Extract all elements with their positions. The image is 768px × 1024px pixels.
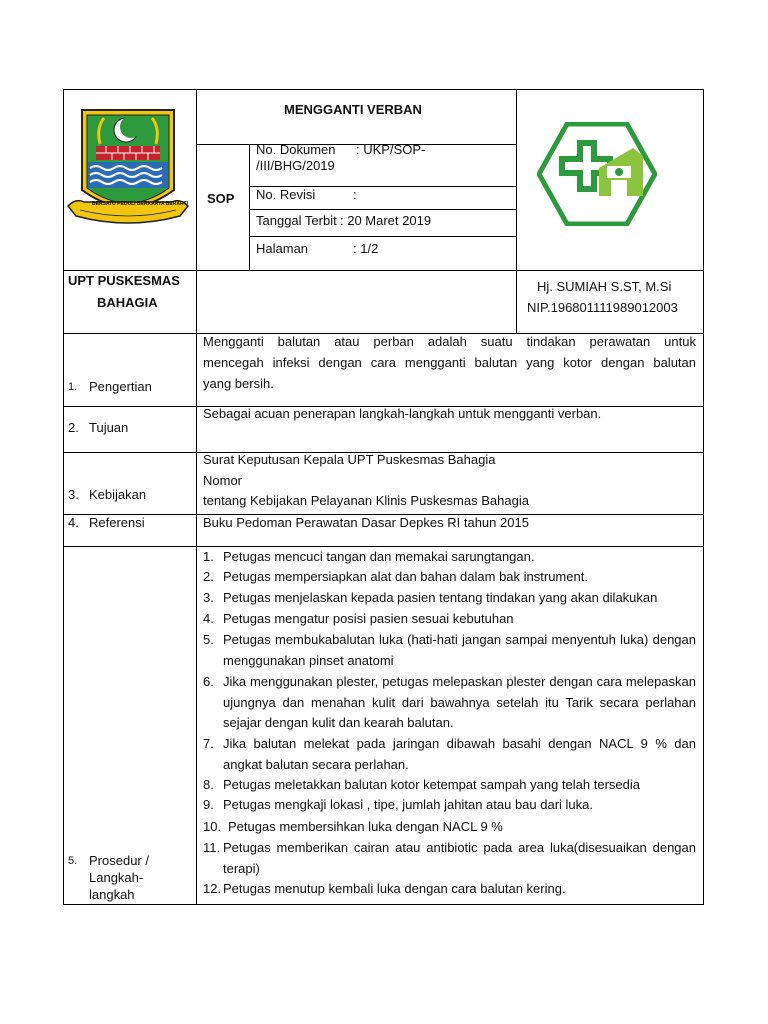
- procedure-step: [203, 567, 696, 588]
- step-number: 10.: [203, 819, 222, 834]
- sop-label: SOP: [207, 191, 235, 206]
- section-label-kebijakan: Kebijakan: [89, 487, 147, 502]
- step-text: Petugas membersihkan luka dengan NACL 9 %: [228, 819, 503, 834]
- tujuan-text: Sebagai acuan penerapan langkah-langkah untuk mengganti verban.: [203, 406, 602, 421]
- procedure-step: [203, 734, 696, 775]
- section-label-prosedur: langkah: [89, 887, 135, 902]
- pengertian-line: yang bersih.: [203, 376, 274, 391]
- section-label-prosedur: Prosedur /: [89, 853, 149, 868]
- section-number: 1.: [68, 381, 78, 393]
- procedure-step: [203, 817, 696, 838]
- step-text: Jika menggunakan plester, petugas melepaskan plester dengan cara melepaskan ujungnya dan menahan kulit dari bawahnya setelah itu Tarik secara perlahan sejajar dengan kulit dan kearah balutan.: [223, 674, 696, 731]
- crest-logo: [66, 106, 190, 228]
- step-number: 11.: [203, 840, 221, 855]
- step-number: 2.: [203, 569, 214, 584]
- section-label-tujuan: Tujuan: [89, 420, 129, 435]
- org-name-line2: BAHAGIA: [97, 295, 158, 310]
- terbit-value: : 20 Maret 2019: [340, 213, 432, 228]
- section-label-prosedur: Langkah-: [89, 870, 144, 885]
- step-text: Petugas memberikan cairan atau antibiotic pada area luka(disesuaikan dengan terapi): [223, 840, 696, 876]
- procedure-step: [203, 630, 696, 671]
- step-text: Petugas mempersiapkan alat dan bahan dalam bak instrument.: [223, 569, 588, 584]
- doc-no-label: No. Dokumen: [256, 142, 336, 157]
- step-text: Petugas mencuci tangan dan memakai sarungtangan.: [223, 549, 535, 564]
- section-number: 5.: [68, 855, 78, 867]
- step-text: Petugas mengkaji lokasi , tipe, jumlah jahitan atau bau dari luka.: [223, 797, 593, 812]
- step-text: Petugas meletakkan balutan kotor ketempat sampah yang telah tersedia: [223, 777, 640, 792]
- procedure-step: [203, 879, 696, 900]
- revisi-label: No. Revisi: [256, 187, 316, 202]
- crest-banner-text: BERSATU PEDULI BERKARYA BERARTI: [92, 201, 189, 207]
- procedure-step: [203, 588, 696, 609]
- step-number: 3.: [203, 590, 214, 605]
- step-text: Petugas mengatur posisi pasien sesuai kebutuhan: [223, 611, 514, 626]
- procedure-step: [203, 609, 696, 630]
- halaman-label: Halaman: [256, 241, 309, 256]
- terbit-label: Tanggal Terbit: [256, 213, 337, 228]
- section-number: 4.: [68, 515, 79, 530]
- step-number: 12.: [203, 881, 222, 896]
- document-title: MENGGANTI VERBAN: [284, 102, 422, 117]
- procedure-step: [203, 795, 696, 816]
- step-text: Petugas membukabalutan luka (hati-hati jangan sampai menyentuh luka) dengan menggunakan pinset anatomi: [223, 632, 696, 668]
- step-text: Petugas menjelaskan kepada pasien tentang tindakan yang akan dilakukan: [223, 590, 658, 605]
- step-number: 7.: [203, 736, 214, 751]
- kebijakan-line: tentang Kebijakan Pelayanan Klinis Puskesmas Bahagia: [203, 493, 529, 508]
- procedure-step: [203, 775, 696, 796]
- halaman-value: : 1/2: [353, 241, 379, 256]
- section-label-referensi: Referensi: [89, 515, 145, 530]
- pengertian-line: Mengganti balutan atau perban adalah suatu tindakan perawatan untuk: [203, 334, 696, 349]
- step-number: 5.: [203, 632, 214, 647]
- step-number: 6.: [203, 674, 214, 689]
- pengertian-line: mencegah infeksi dengan cara mengganti balutan yang kotor dengan balutan: [203, 355, 696, 370]
- kebijakan-line: Nomor: [203, 473, 243, 488]
- step-text: Jika balutan melekat pada jaringan dibawah basahi dengan NACL 9 % dan angkat balutan secara perlahan.: [223, 736, 696, 772]
- section-number: 3.: [68, 487, 79, 502]
- procedure-step: [203, 838, 696, 879]
- step-number: 1.: [203, 549, 214, 564]
- step-number: 8.: [203, 777, 214, 792]
- kebijakan-line: Surat Keputusan Kepala UPT Puskesmas Bahagia: [203, 452, 496, 467]
- step-text: Petugas menutup kembali luka dengan cara balutan kering.: [223, 881, 566, 896]
- procedure-step: [203, 672, 696, 734]
- section-label-pengertian: Pengertian: [89, 379, 152, 394]
- referensi-text: Buku Pedoman Perawatan Dasar Depkes RI tahun 2015: [203, 515, 529, 530]
- signer-name: Hj. SUMIAH S.ST, M.Si: [537, 279, 672, 294]
- signer-nip: NIP.196801111989012003: [527, 300, 678, 315]
- doc-no-value: : UKP/SOP-: [356, 142, 426, 157]
- step-number: 4.: [203, 611, 214, 626]
- org-name-line1: UPT PUSKESMAS: [68, 273, 180, 288]
- procedure-step: [203, 547, 696, 568]
- revisi-value: :: [353, 187, 357, 202]
- step-number: 9.: [203, 797, 214, 812]
- section-number: 2.: [68, 420, 79, 435]
- puskesmas-logo: [537, 122, 657, 226]
- doc-no-value-cont: /III/BHG/2019: [256, 158, 335, 173]
